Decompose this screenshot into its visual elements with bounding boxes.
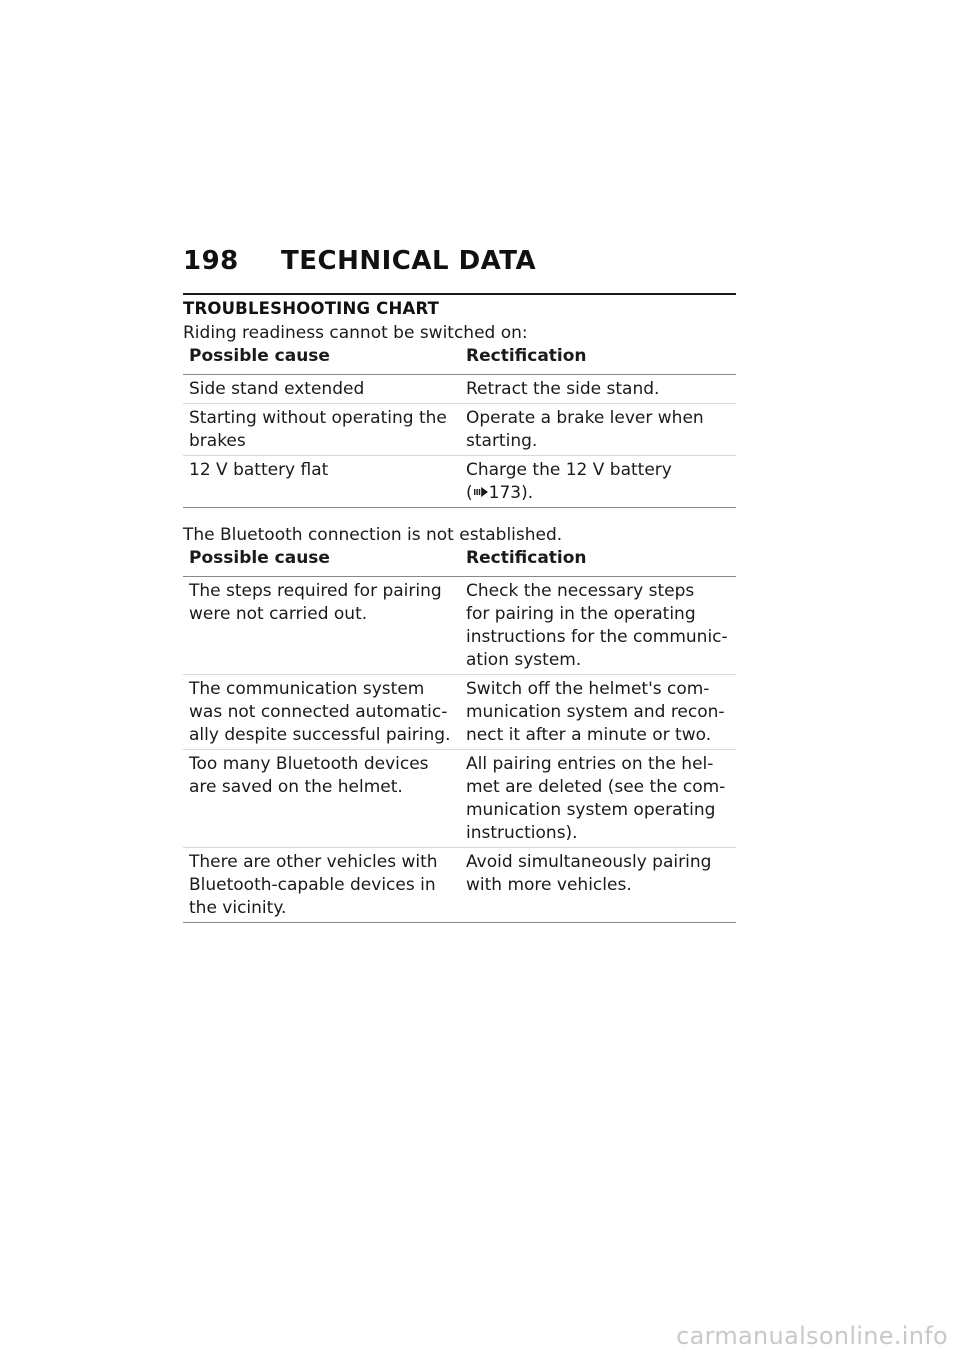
column-header-rectification: Rectification bbox=[460, 345, 736, 375]
cause-cell: 12 V battery flat bbox=[183, 456, 460, 508]
table-row bbox=[183, 848, 736, 923]
column-header-cause: Possible cause bbox=[183, 345, 460, 375]
cause-cell: Too many Bluetooth devices are saved on the helmet. bbox=[183, 750, 460, 848]
table-row bbox=[183, 456, 736, 508]
header-rule bbox=[183, 293, 736, 295]
page-reference[interactable]: 173 bbox=[488, 483, 522, 503]
page-reference-arrow-icon bbox=[474, 487, 488, 497]
cause-cell: There are other vehicles with Bluetooth-capable devices in the vicinity. bbox=[183, 848, 460, 923]
table-intro-riding-readiness: Riding readiness cannot be switched on: bbox=[183, 323, 528, 343]
table-row bbox=[183, 404, 736, 456]
rectification-cell: Avoid simultaneously pairing with more vehicles. bbox=[460, 848, 736, 923]
column-header-rectification: Rectification bbox=[460, 547, 736, 577]
page-header bbox=[183, 246, 736, 276]
content bbox=[183, 298, 736, 923]
rectification-cell: Switch off the helmet's com- munication system and recon- nect it after a minute or two. bbox=[460, 675, 736, 750]
page-number: 198 bbox=[183, 246, 239, 276]
table-header-row bbox=[183, 345, 736, 375]
table-header-row bbox=[183, 547, 736, 577]
watermark: carmanualsonline.info bbox=[676, 1322, 948, 1350]
column-header-cause: Possible cause bbox=[183, 547, 460, 577]
rectification-cell: Retract the side stand. bbox=[460, 375, 736, 404]
table-intro-bluetooth: The Bluetooth connection is not established. bbox=[183, 525, 563, 545]
cause-cell: The steps required for pairing were not carried out. bbox=[183, 577, 460, 675]
table-row bbox=[183, 577, 736, 675]
cause-cell: Starting without operating the brakes bbox=[183, 404, 460, 456]
cause-cell: Side stand extended bbox=[183, 375, 460, 404]
rectification-cell: Check the necessary steps for pairing in the operating instructions for the communic- ation system. bbox=[460, 577, 736, 675]
table-row bbox=[183, 750, 736, 848]
chapter-title: TECHNICAL DATA bbox=[281, 246, 537, 276]
rectification-text-end: ). bbox=[521, 483, 534, 503]
table-row bbox=[183, 675, 736, 750]
rectification-cell bbox=[460, 456, 736, 508]
table-row bbox=[183, 375, 736, 404]
rectification-cell: All pairing entries on the hel- met are deleted (see the com- munication system operating instructions). bbox=[460, 750, 736, 848]
cause-cell: The communication system was not connected automatic- ally despite successful pairing. bbox=[183, 675, 460, 750]
rectification-text: Charge the 12 V battery ( bbox=[466, 460, 672, 503]
troubleshooting-table-bluetooth bbox=[183, 547, 736, 923]
rectification-cell: Operate a brake lever when starting. bbox=[460, 404, 736, 456]
section-title: TROUBLESHOOTING CHART bbox=[183, 299, 440, 318]
troubleshooting-table-riding-readiness bbox=[183, 345, 736, 508]
